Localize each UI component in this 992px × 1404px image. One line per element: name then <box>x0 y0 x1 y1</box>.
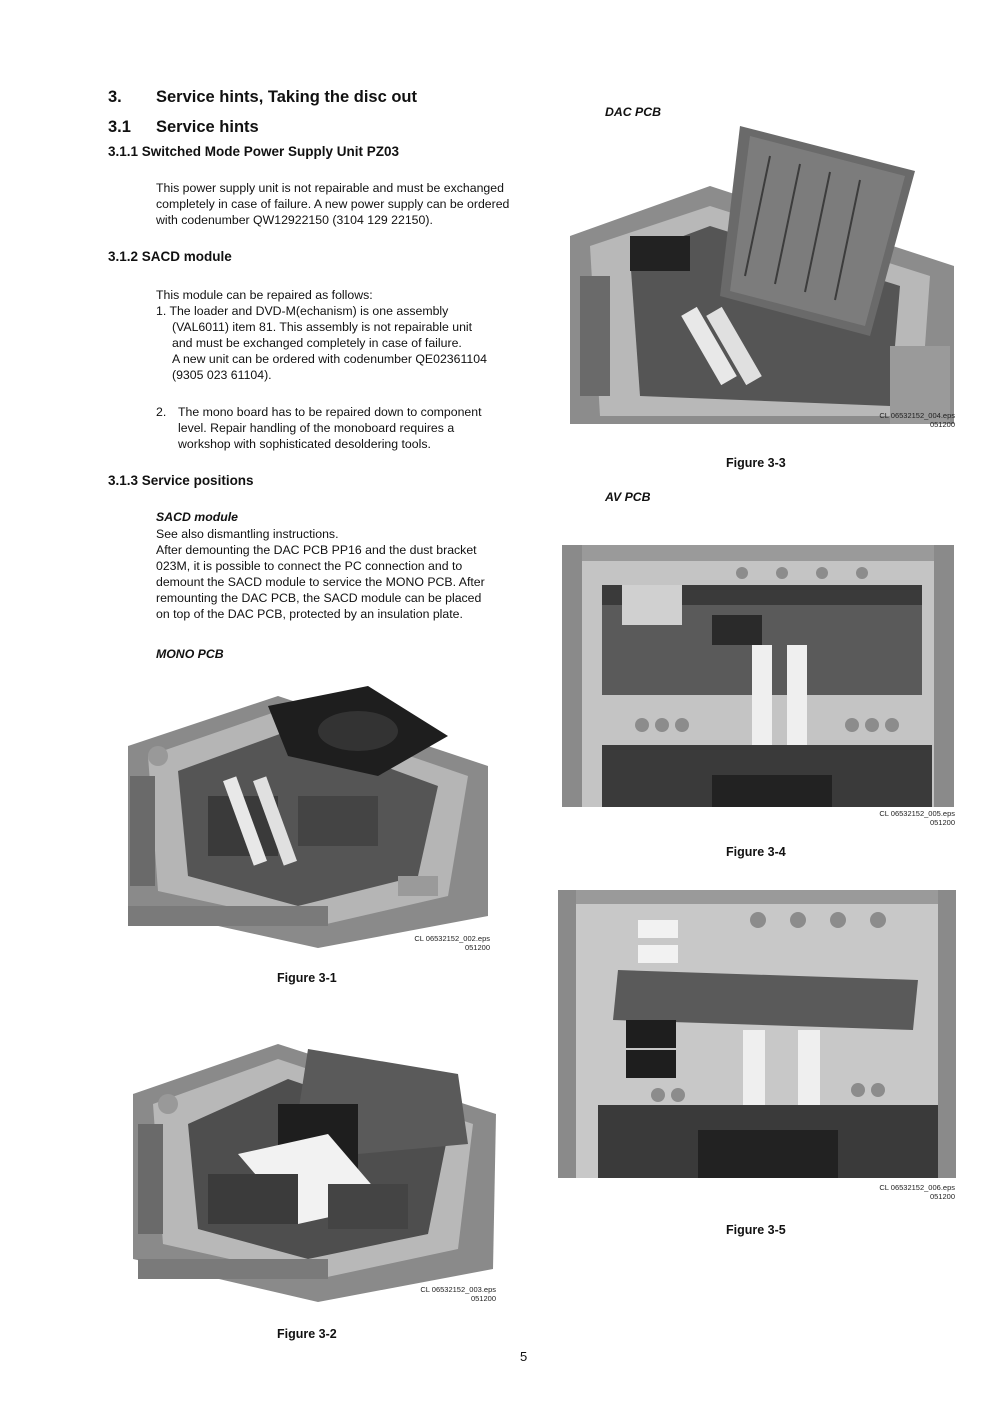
text-line: 023M, it is possible to connect the PC connection and to <box>156 559 463 573</box>
sacd-module-subhead: SACD module <box>156 510 238 524</box>
figure-3-1-caption: Figure 3-1 <box>277 971 337 985</box>
reference-date: 051200 <box>929 1192 955 1201</box>
chapter-heading <box>108 88 417 107</box>
av-pcb-label: AV PCB <box>605 490 651 504</box>
text-line: and must be exchanged completely in case of failure. <box>172 336 462 350</box>
text-line: The mono board has to be repaired down to component <box>178 405 482 419</box>
figure-3-2-photo <box>128 1034 496 1302</box>
figure-3-4-reference <box>855 809 955 827</box>
section-number: 3.1 <box>108 118 131 136</box>
s312-list <box>156 287 556 383</box>
reference-code: CL 06532152_002.eps <box>414 934 490 943</box>
figure-3-3-reference <box>855 411 955 429</box>
text-line: on top of the DAC PCB, protected by an insulation plate. <box>156 607 463 621</box>
figure-3-4-photo <box>562 545 954 807</box>
reference-code: CL 06532152_005.eps <box>879 809 955 818</box>
dac-pcb-label: DAC PCB <box>605 105 662 119</box>
text-line: See also dismantling instructions. <box>156 527 339 541</box>
text-line: 1. The loader and DVD-M(echanism) is one assembly <box>156 304 449 318</box>
figure-3-5-caption: Figure 3-5 <box>726 1223 786 1237</box>
reference-code: CL 06532152_003.eps <box>420 1285 496 1294</box>
section-heading <box>108 118 259 137</box>
figure-3-2-reference <box>396 1285 496 1303</box>
figure-3-4-caption: Figure 3-4 <box>726 845 786 859</box>
subsection-title-313: 3.1.3 Service positions <box>108 473 254 488</box>
figure-3-5-reference <box>855 1183 955 1201</box>
subsection-title-311: 3.1.1 Switched Mode Power Supply Unit PZ03 <box>108 144 400 159</box>
section-title: Service hints <box>156 118 259 136</box>
figure-3-3-caption: Figure 3-3 <box>726 456 786 470</box>
text-line: (VAL6011) item 81. This assembly is not repairable unit <box>172 320 473 334</box>
figure-3-5-photo <box>558 890 956 1178</box>
list-number: 2. <box>156 405 167 419</box>
reference-date: 051200 <box>464 943 490 952</box>
reference-code: CL 06532152_004.eps <box>879 411 955 420</box>
text-line: This power supply unit is not repairable and must be exchanged <box>156 181 504 195</box>
figure-3-3-photo <box>570 126 954 424</box>
reference-date: 051200 <box>929 818 955 827</box>
subsection-title-312: 3.1.2 SACD module <box>108 249 232 264</box>
s312-item-2 <box>156 404 556 452</box>
chapter-title: Service hints, Taking the disc out <box>156 88 418 106</box>
reference-date: 051200 <box>470 1294 496 1303</box>
reference-date: 051200 <box>929 420 955 429</box>
text-line: demount the SACD module to service the MONO PCB. After <box>156 575 485 589</box>
text-line: with codenumber QW12922150 (3104 129 22150). <box>156 213 433 227</box>
figure-3-1-reference <box>390 934 490 952</box>
text-line: A new unit can be ordered with codenumber QE02361104 <box>172 352 487 366</box>
text-line: workshop with sophisticated desoldering tools. <box>178 437 431 451</box>
text-line: After demounting the DAC PCB PP16 and the dust bracket <box>156 543 477 557</box>
s311-paragraph <box>156 180 556 228</box>
text-line: This module can be repaired as follows: <box>156 288 373 302</box>
text-line: completely in case of failure. A new power supply can be ordered <box>156 197 510 211</box>
page-number: 5 <box>520 1349 528 1364</box>
mono-pcb-label: MONO PCB <box>156 647 224 661</box>
s313-paragraph <box>156 526 556 622</box>
text-line: level. Repair handling of the monoboard requires a <box>178 421 455 435</box>
text-line: (9305 023 61104). <box>172 368 272 382</box>
figure-3-2-caption: Figure 3-2 <box>277 1327 337 1341</box>
figure-3-1-photo <box>118 676 494 948</box>
reference-code: CL 06532152_006.eps <box>879 1183 955 1192</box>
chapter-number: 3. <box>108 88 122 106</box>
text-line: remounting the DAC PCB, the SACD module can be placed <box>156 591 482 605</box>
